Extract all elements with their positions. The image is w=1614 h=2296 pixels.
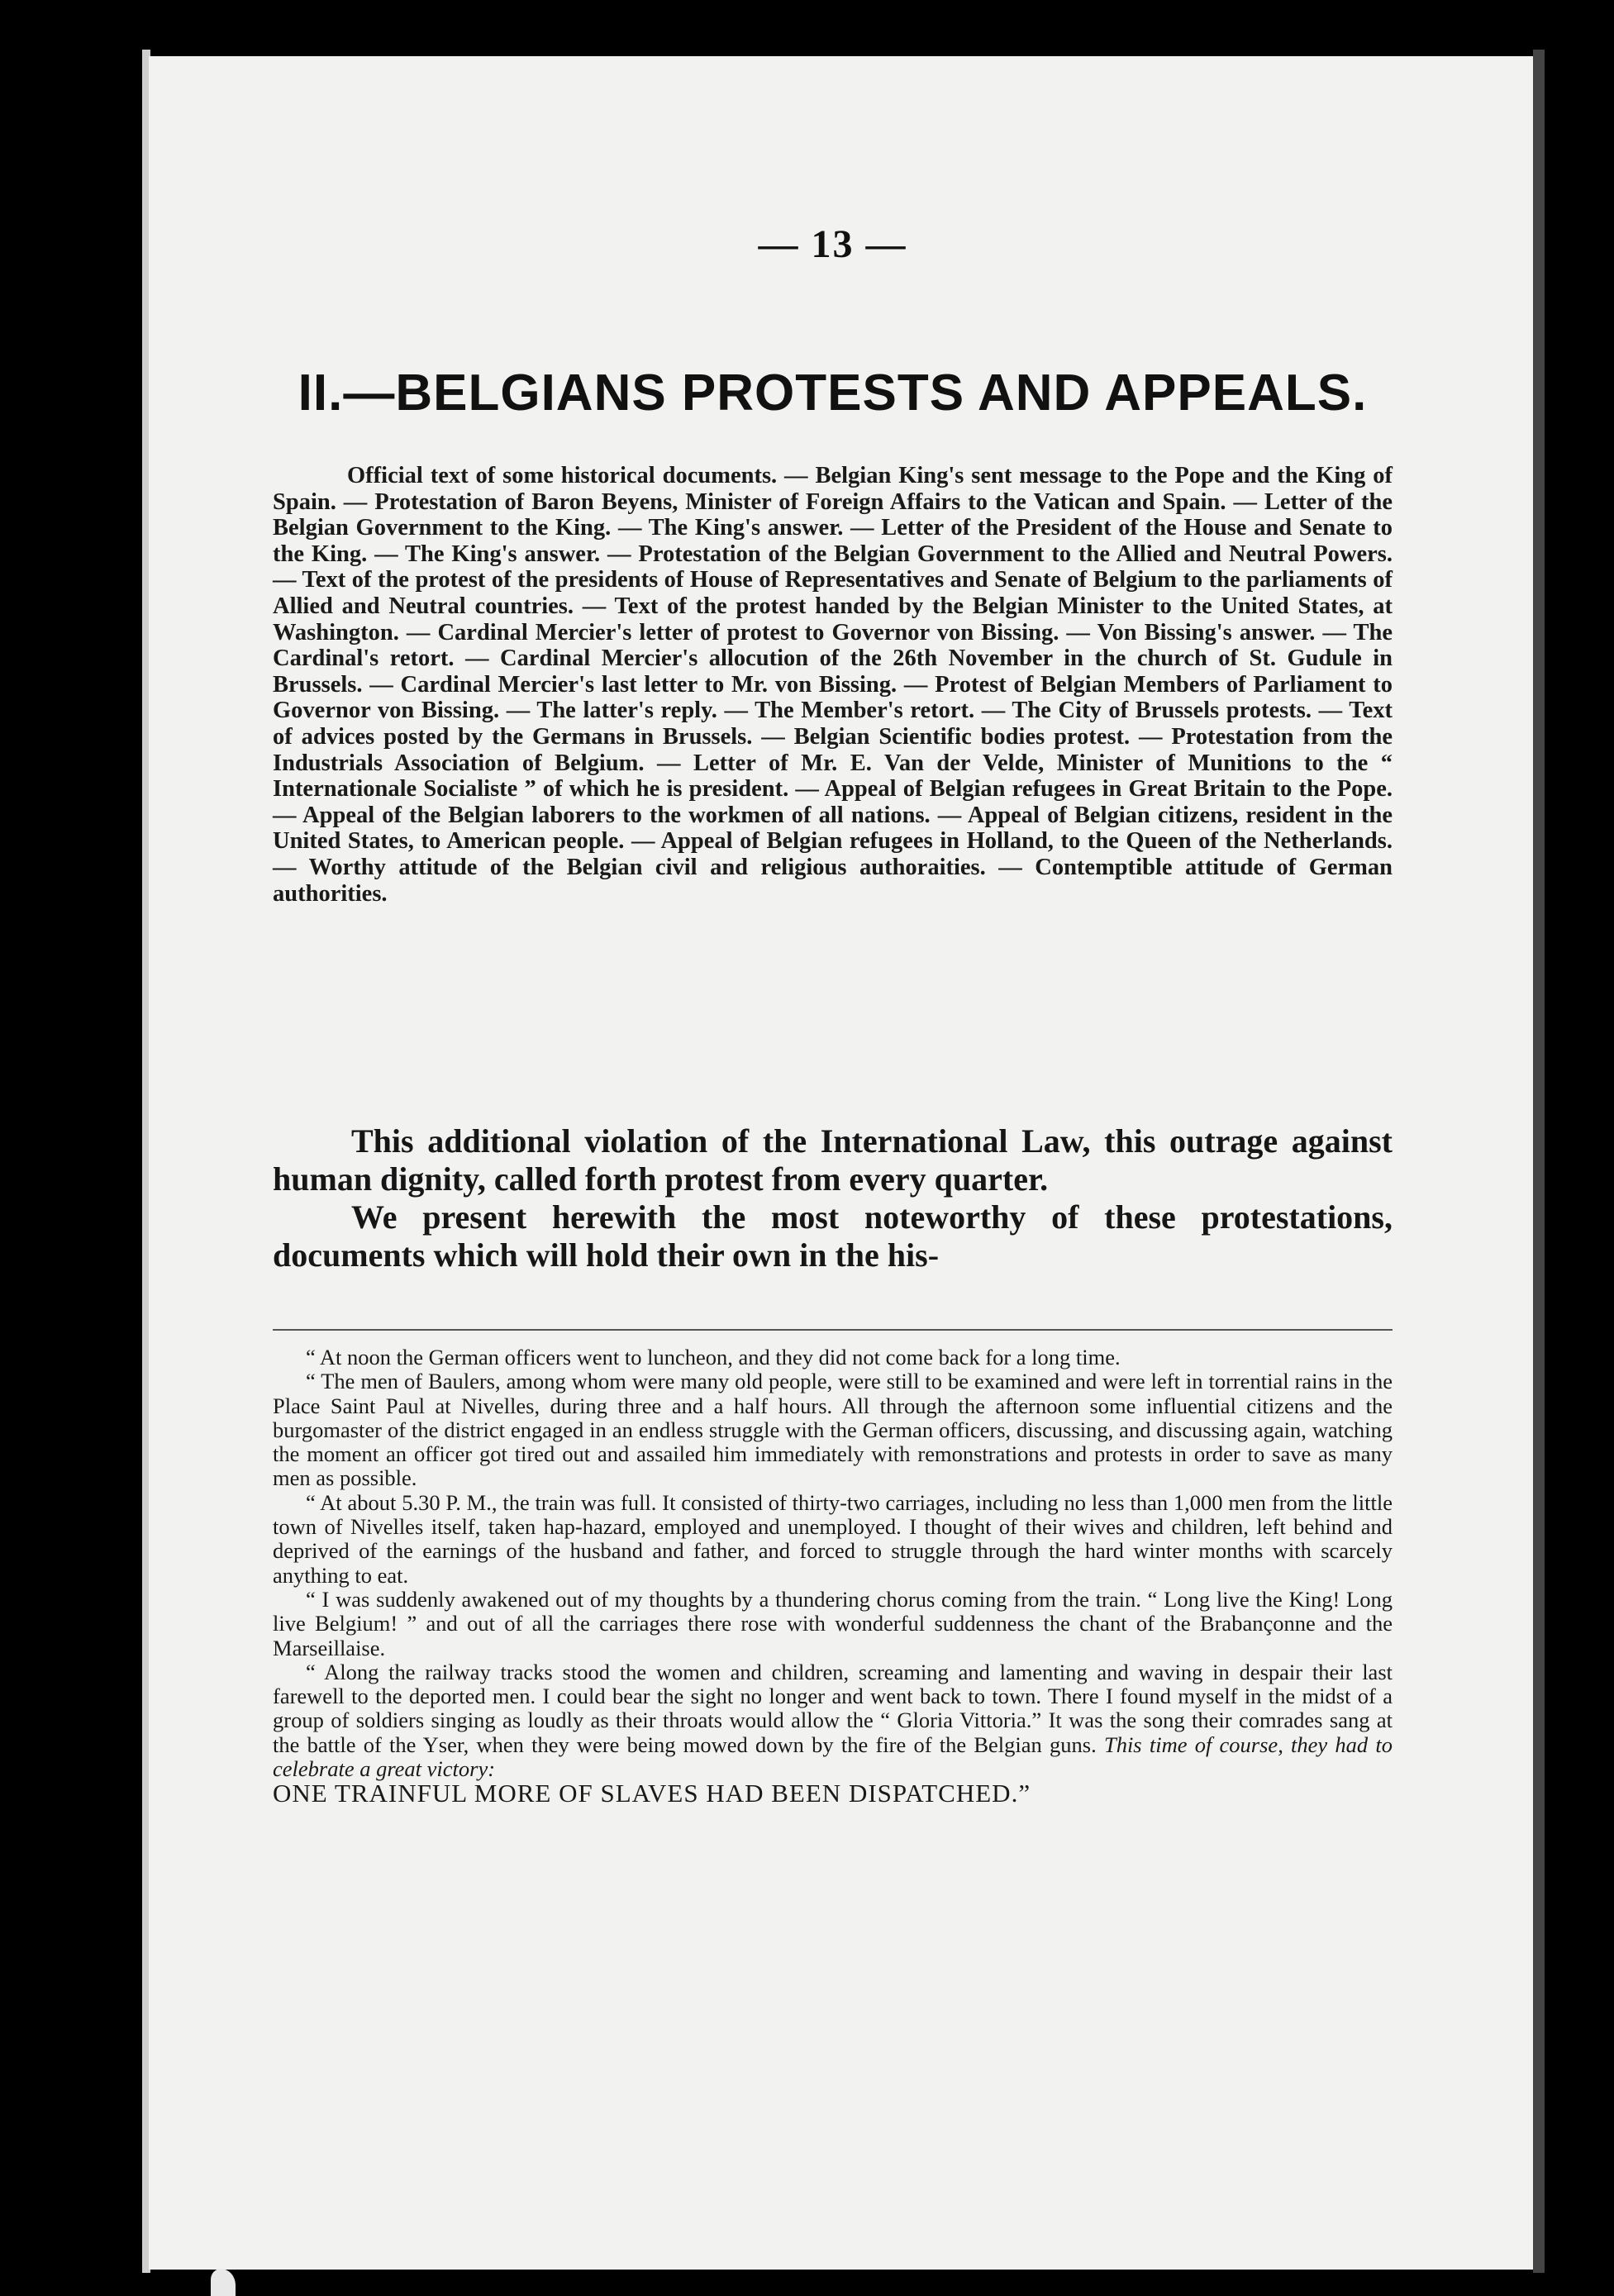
page-number: — 13 — [758,222,907,266]
footnote-caps-text: ONE TRAINFUL MORE OF SLAVES HAD BEEN DISPATCHED.” [273,1779,1031,1808]
intro-text [273,1122,1393,1274]
footnote-paragraph: “ At about 5.30 P. M., the train was full. It consisted of thirty-two carriages, including no less than 1,000 men from the little town of Nivelles itself, taken hap-hazard, employed and unemployed. I thought of their wives and children, left behind and deprived of the earnings of the husband and father, and forced to struggle through the hard winter months with scarcely anything to eat. [273,1489,1393,1588]
footnote-paragraph-last [273,1660,1393,1806]
footnote-rule [273,1329,1393,1331]
footnote-paragraph: “ I was suddenly awakened out of my thoughts by a thundering chorus coming from the train. “ Long live the King! Long live Belgium! ” and out of all the carriages there rose with wonderful suddenness the chant of the Brabançonne and the Marseillaise. [273,1586,1393,1660]
footnote-paragraph: “ The men of Baulers, among whom were many old people, were still to be examined and were left in torrential rains in the Place Saint Paul at Nivelles, during three and a half hours. All through the afternoon some influential citizens and the burgomaster of the district engaged in an endless struggle with the German officers, discussing, and discussing again, watching the moment an officer got tired out and assailed him immediately with remonstrations and protests in order to save as many men as possible. [273,1369,1393,1491]
section-title: II.—BELGIANS PROTESTS AND APPEALS. [298,364,1368,422]
intro-paragraph-1: This additional violation of the International Law, this outrage against human dignity, called forth protest from every quarter. [273,1122,1393,1198]
footnote-last-text: “ Along the railway tracks stood the women and children, screaming and lamenting and waving in despair their last farewell to the deported men. I could bear the sight no longer and went back to town. There I found myself in the midst of a group of soldiers singing as loudly as their throats would allow the “ Gloria Vittoria.” It was the song their comrades sang at the battle of the Yser, when they were being mowed down by the fire of the Belgian guns. [273,1659,1393,1757]
footnote-paragraph: “ At noon the German officers went to luncheon, and they did not come back for a long time. [306,1345,1121,1370]
section-summary: Official text of some historical documents. — Belgian King's sent message to the Pope and the King of Spain. — Protestation of Baron Beyens, Minister of Foreign Affairs to the Vatican and Spain. — Letter of the Belgian Government to the King. — The King's answer. — Letter of the President of the House and Senate to the King. — The King's answer. — Protestation of the Belgian Government to the Allied and Neutral Powers. — Text of the protest of the presidents of House of Representatives and Senate of Belgium to the parliaments of Allied and Neutral countries. — Text of the protest handed by the Belgian Minister to the United States, at Washington. — Cardinal Mercier's letter of protest to Governor von Bissing. — Von Bissing's answer. — The Cardinal's retort. — Cardinal Mercier's allocution of the 26th November in the church of St. Gudule in Brussels. — Cardinal Mercier's last letter to Mr. von Bissing. — Protest of Belgian Members of Parliament to Governor von Bissing. — The latter's reply. — The Member's retort. — The City of Brussels protests. — Text of advices posted by the Germans in Brussels. — Belgian Scientific bodies protest. — Protestation from the Industrials Association of Belgium. — Letter of Mr. E. Van der Velde, Minister of Munitions to the “ Internationale Socialiste ” of which he is president. — Appeal of Belgian refugees in Great Britain to the Pope. — Appeal of the Belgian laborers to the workmen of all nations. — Appeal of Belgian citizens, resident in the United States, to American people. — Appeal of Belgian refugees in Holland, to the Queen of the Netherlands. — Worthy attitude of the Belgian civil and religious authoraities. — Contemptible attitude of German authorities. [273,463,1393,907]
document-page [149,56,1540,2270]
scan-artifact [211,2269,236,2296]
footnote-block [273,1346,1393,1806]
intro-paragraph-2: We present herewith the most noteworthy of these protestations, documents which will hold their own in the his- [273,1198,1393,1274]
scan-right-edge [1533,50,1545,2273]
footnote-italic-text: This time of course, they had to celebrate a great victory: [273,1732,1393,1782]
